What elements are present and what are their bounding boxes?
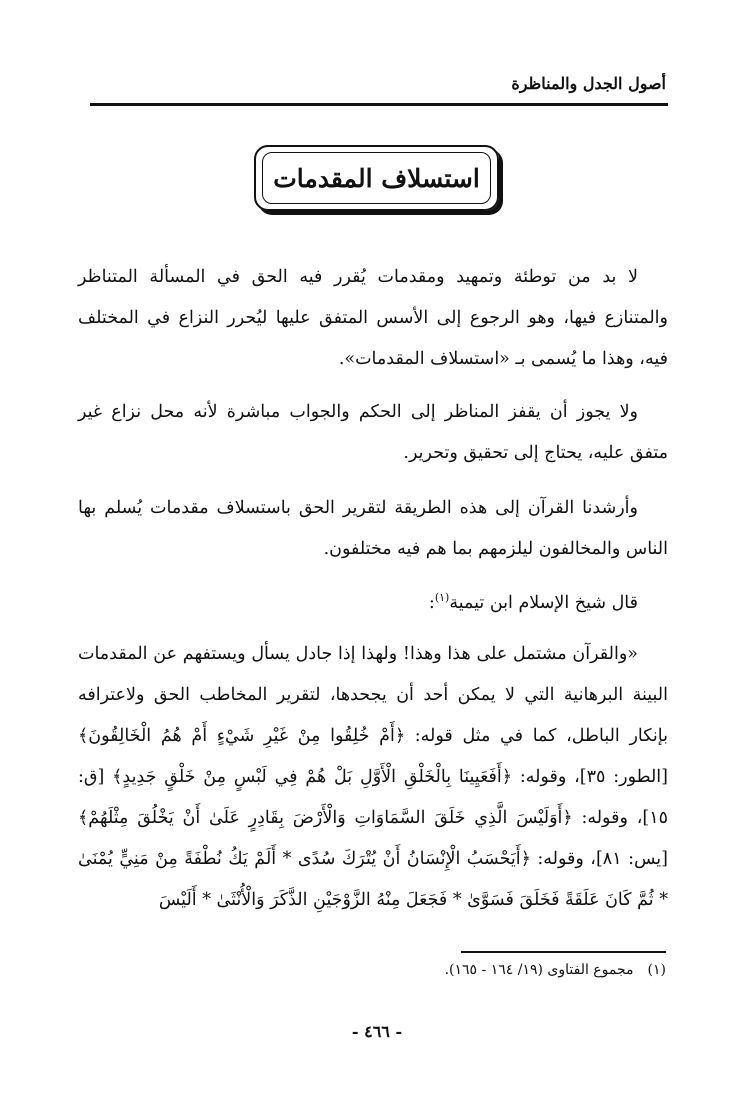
quotation-text: «والقرآن مشتمل على هذا وهذا! ولهذا إذا جادل يسأل ويستفهم عن المقدمات البينة البرهانية التي لا يمكن أحد أن يجحدها، لتقرير المخاطب الحق ولاعترافه بإنكار الباطل، كما في مثل قوله: ﴿أَمْ خُلِقُوا مِنْ غَيْرِ شَيْءٍ أَمْ هُمُ الْخَالِقُونَ﴾ [الطور: ٣٥]، وقوله: ﴿أَفَعَيِينَا بِالْخَلْقِ الْأَوَّلِ بَلْ هُمْ فِي لَبْسٍ مِنْ خَلْقٍ جَدِيدٍ﴾ [ق: ١٥]، وقوله: ﴿أَوَلَيْسَ الَّذِي خَلَقَ السَّمَاوَاتِ وَالْأَرْضَ بِقَادِرٍ عَلَىٰ أَنْ يَخْلُقَ مِثْلَهُمْ﴾ [يس: ٨١]، وقوله: ﴿أَيَحْسَبُ الْإِنْسَانُ أَنْ يُتْرَكَ سُدًى * أَلَمْ يَكُ نُطْفَةً مِنْ مَنِيٍّ يُمْنَىٰ * ثُمَّ كَانَ عَلَقَةً فَخَلَقَ فَسَوَّىٰ * فَجَعَلَ مِنْهُ الزَّوْجَيْنِ الذَّكَرَ وَالْأُنْثَىٰ * أَلَيْسَ bbox=[78, 644, 668, 910]
paragraph-1 bbox=[78, 257, 668, 380]
paragraph-5 bbox=[78, 634, 668, 921]
section-title: استسلاف المقدمات bbox=[262, 152, 491, 204]
paragraph-3-text: وأرشدنا القرآن إلى هذه الطريقة لتقرير الحق باستسلاف مقدمات يُسلم بها الناس والمخالفون ليلزمهم بما هم فيه مختلفون. bbox=[78, 498, 668, 559]
footnote bbox=[445, 962, 666, 978]
paragraph-2 bbox=[78, 392, 668, 474]
page-number: - ٤٦٦ - bbox=[351, 1022, 403, 1041]
paragraph-4 bbox=[78, 583, 668, 624]
section-title-frame bbox=[254, 145, 499, 211]
footnote-rule bbox=[461, 951, 666, 953]
paragraph-3 bbox=[78, 488, 668, 570]
quote-intro-text: قال شيخ الإسلام ابن تيمية bbox=[449, 593, 638, 613]
paragraph-1-text: لا بد من توطئة وتمهيد ومقدمات يُقرر فيه الحق في المسألة المتناظر والمتنازع فيها، وهو الرجوع إلى الأسس المتفق عليها ليُحرر النزاع في المختلف فيه، وهذا ما يُسمى بـ «استسلاف المقدمات». bbox=[78, 267, 668, 369]
footnote-reference: (١) bbox=[434, 591, 450, 605]
header-rule bbox=[90, 103, 668, 106]
quote-intro bbox=[78, 583, 668, 624]
paragraph-2-text: ولا يجوز أن يقفز المناظر إلى الحكم والجواب مباشرة لأنه محل نزاع غير متفق عليه، يحتاج إلى تحقيق وتحرير. bbox=[78, 402, 668, 463]
footnote-text: مجموع الفتاوى (١٩/ ١٦٤ - ١٦٥). bbox=[444, 962, 634, 978]
running-header: أصول الجدل والمناظرة bbox=[511, 74, 666, 93]
footnote-number: (١) bbox=[647, 962, 666, 978]
quote-intro-colon: : bbox=[428, 593, 435, 613]
